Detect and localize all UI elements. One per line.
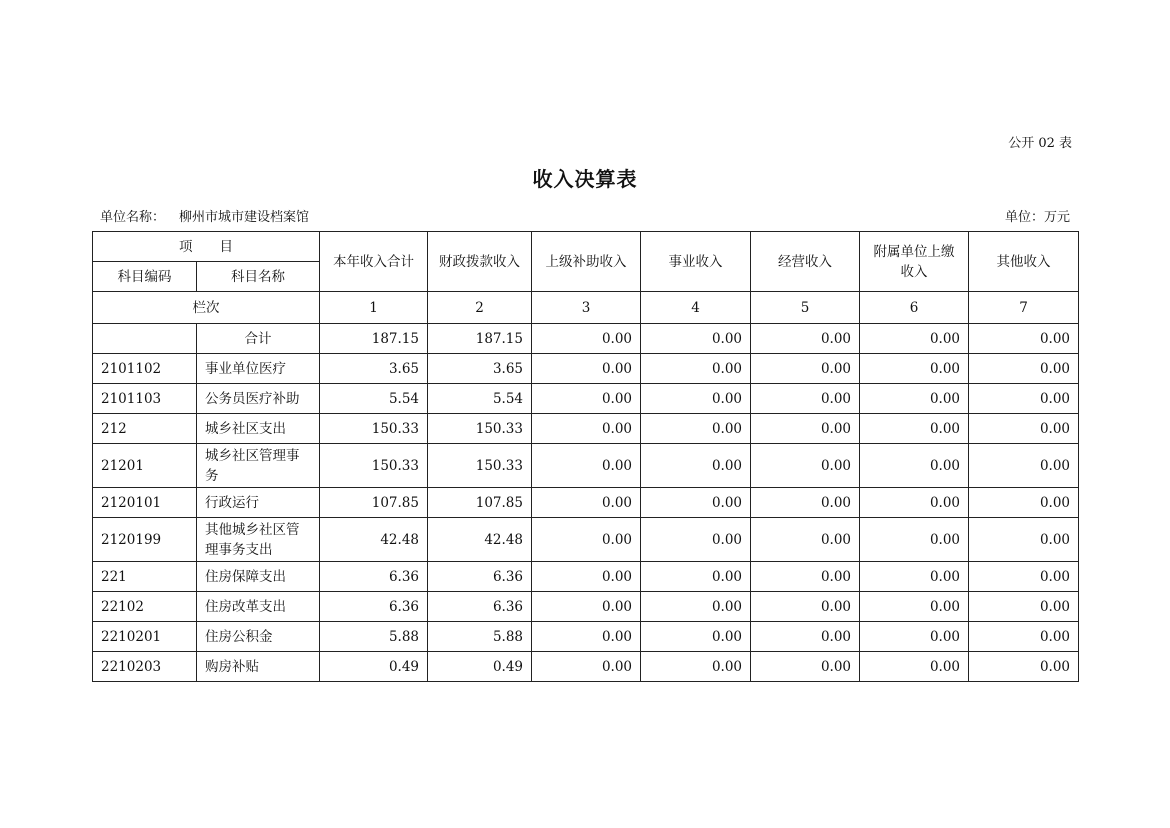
row-name: 住房保障支出 (197, 562, 320, 592)
row-value: 150.33 (428, 414, 532, 444)
row-value: 107.85 (428, 488, 532, 518)
row-value: 42.48 (428, 518, 532, 562)
row-name: 住房改革支出 (197, 592, 320, 622)
header-name: 科目名称 (197, 262, 320, 292)
column-index: 5 (751, 292, 860, 324)
row-value: 0.00 (860, 324, 969, 354)
row-value: 0.00 (860, 384, 969, 414)
row-value: 0.00 (969, 488, 1079, 518)
column-index: 7 (969, 292, 1079, 324)
table-row (93, 652, 1079, 682)
table-row (93, 384, 1079, 414)
form-number: 公开 02 表 (1008, 136, 1072, 151)
column-index: 4 (641, 292, 751, 324)
row-name: 公务员医疗补助 (197, 384, 320, 414)
row-value: 0.00 (969, 652, 1079, 682)
row-value: 0.00 (532, 324, 641, 354)
row-value: 0.00 (969, 622, 1079, 652)
header-col-1: 本年收入合计 (320, 232, 428, 292)
row-value: 0.00 (641, 324, 751, 354)
row-value: 0.00 (969, 444, 1079, 488)
row-code: 21201 (93, 444, 197, 488)
table-row (93, 622, 1079, 652)
row-value: 6.36 (428, 562, 532, 592)
table-row (93, 488, 1079, 518)
row-code: 221 (93, 562, 197, 592)
row-value: 107.85 (320, 488, 428, 518)
row-code: 22102 (93, 592, 197, 622)
column-index: 2 (428, 292, 532, 324)
row-name: 事业单位医疗 (197, 354, 320, 384)
row-value: 0.00 (860, 414, 969, 444)
header-col-6: 附属单位上缴收入 (860, 232, 969, 292)
unit-name-label: 单位名称： (100, 210, 166, 225)
row-value: 0.00 (969, 592, 1079, 622)
row-value: 0.00 (860, 444, 969, 488)
row-value: 5.54 (320, 384, 428, 414)
row-value: 0.00 (532, 384, 641, 414)
row-value: 42.48 (320, 518, 428, 562)
row-code: 2101102 (93, 354, 197, 384)
row-value: 0.00 (860, 592, 969, 622)
column-index: 3 (532, 292, 641, 324)
row-value: 0.00 (860, 622, 969, 652)
table-row (93, 518, 1079, 562)
column-index: 1 (320, 292, 428, 324)
row-value: 0.00 (969, 414, 1079, 444)
row-value: 0.00 (641, 518, 751, 562)
row-value: 6.36 (320, 592, 428, 622)
row-value: 0.00 (969, 518, 1079, 562)
row-value: 0.00 (969, 354, 1079, 384)
table-row (93, 562, 1079, 592)
row-value: 3.65 (320, 354, 428, 384)
row-value: 0.00 (532, 488, 641, 518)
row-name: 住房公积金 (197, 622, 320, 652)
row-code: 2120101 (93, 488, 197, 518)
row-value: 0.00 (860, 354, 969, 384)
row-value: 6.36 (428, 592, 532, 622)
row-value: 0.00 (641, 384, 751, 414)
header-col-7: 其他收入 (969, 232, 1079, 292)
row-value: 0.00 (751, 354, 860, 384)
header-code: 科目编码 (93, 262, 197, 292)
row-value: 0.00 (751, 444, 860, 488)
row-value: 187.15 (428, 324, 532, 354)
row-value: 0.00 (860, 518, 969, 562)
row-code: 2210201 (93, 622, 197, 652)
row-name: 其他城乡社区管理事务支出 (197, 518, 320, 562)
row-value: 0.00 (532, 622, 641, 652)
row-value: 0.00 (641, 652, 751, 682)
header-project: 项 目 (93, 232, 320, 262)
header-col-3: 上级补助收入 (532, 232, 641, 292)
row-name: 购房补贴 (197, 652, 320, 682)
row-value: 0.00 (860, 652, 969, 682)
row-value: 0.00 (969, 562, 1079, 592)
row-value: 0.00 (969, 324, 1079, 354)
header-col-5: 经营收入 (751, 232, 860, 292)
row-name: 合计 (197, 324, 320, 354)
row-value: 6.36 (320, 562, 428, 592)
row-value: 5.88 (428, 622, 532, 652)
unit-name-value: 柳州市城市建设档案馆 (179, 210, 310, 225)
unit-name-line (100, 206, 309, 225)
page-title: 收入决算表 (532, 167, 638, 191)
header-col-4: 事业收入 (641, 232, 751, 292)
row-value: 150.33 (320, 414, 428, 444)
row-value: 0.00 (751, 622, 860, 652)
row-code: 2210203 (93, 652, 197, 682)
row-value: 0.00 (641, 592, 751, 622)
row-value: 0.00 (532, 444, 641, 488)
row-value: 0.49 (320, 652, 428, 682)
table-row (93, 324, 1079, 354)
row-code (93, 324, 197, 354)
row-value: 0.00 (532, 354, 641, 384)
row-code: 2120199 (93, 518, 197, 562)
row-value: 0.00 (532, 518, 641, 562)
row-value: 3.65 (428, 354, 532, 384)
column-index-label: 栏次 (93, 292, 320, 324)
row-name: 行政运行 (197, 488, 320, 518)
row-value: 0.00 (641, 444, 751, 488)
column-index: 6 (860, 292, 969, 324)
row-name: 城乡社区支出 (197, 414, 320, 444)
row-value: 0.00 (641, 354, 751, 384)
row-value: 0.00 (641, 562, 751, 592)
table-row (93, 354, 1079, 384)
row-value: 0.00 (751, 518, 860, 562)
income-table (92, 231, 1079, 682)
row-value: 0.00 (751, 592, 860, 622)
row-code: 212 (93, 414, 197, 444)
row-name: 城乡社区管理事务 (197, 444, 320, 488)
row-value: 0.00 (860, 488, 969, 518)
row-value: 0.00 (532, 562, 641, 592)
row-value: 0.00 (751, 652, 860, 682)
row-value: 0.00 (751, 414, 860, 444)
table-row (93, 414, 1079, 444)
row-value: 5.54 (428, 384, 532, 414)
row-value: 150.33 (428, 444, 532, 488)
row-value: 0.00 (969, 384, 1079, 414)
table-row (93, 444, 1079, 488)
row-value: 0.00 (532, 592, 641, 622)
row-value: 0.00 (751, 384, 860, 414)
column-index-row (93, 292, 1079, 324)
row-value: 0.00 (532, 414, 641, 444)
currency-unit: 单位：万元 (1004, 210, 1070, 225)
table-row (93, 592, 1079, 622)
row-value: 0.00 (751, 324, 860, 354)
row-value: 0.49 (428, 652, 532, 682)
header-col-2: 财政拨款收入 (428, 232, 532, 292)
row-value: 0.00 (641, 622, 751, 652)
header-row-1 (93, 232, 1079, 262)
row-value: 5.88 (320, 622, 428, 652)
row-value: 150.33 (320, 444, 428, 488)
row-value: 0.00 (751, 488, 860, 518)
row-value: 0.00 (860, 562, 969, 592)
row-value: 187.15 (320, 324, 428, 354)
row-value: 0.00 (641, 414, 751, 444)
row-value: 0.00 (532, 652, 641, 682)
row-code: 2101103 (93, 384, 197, 414)
row-value: 0.00 (641, 488, 751, 518)
row-value: 0.00 (751, 562, 860, 592)
